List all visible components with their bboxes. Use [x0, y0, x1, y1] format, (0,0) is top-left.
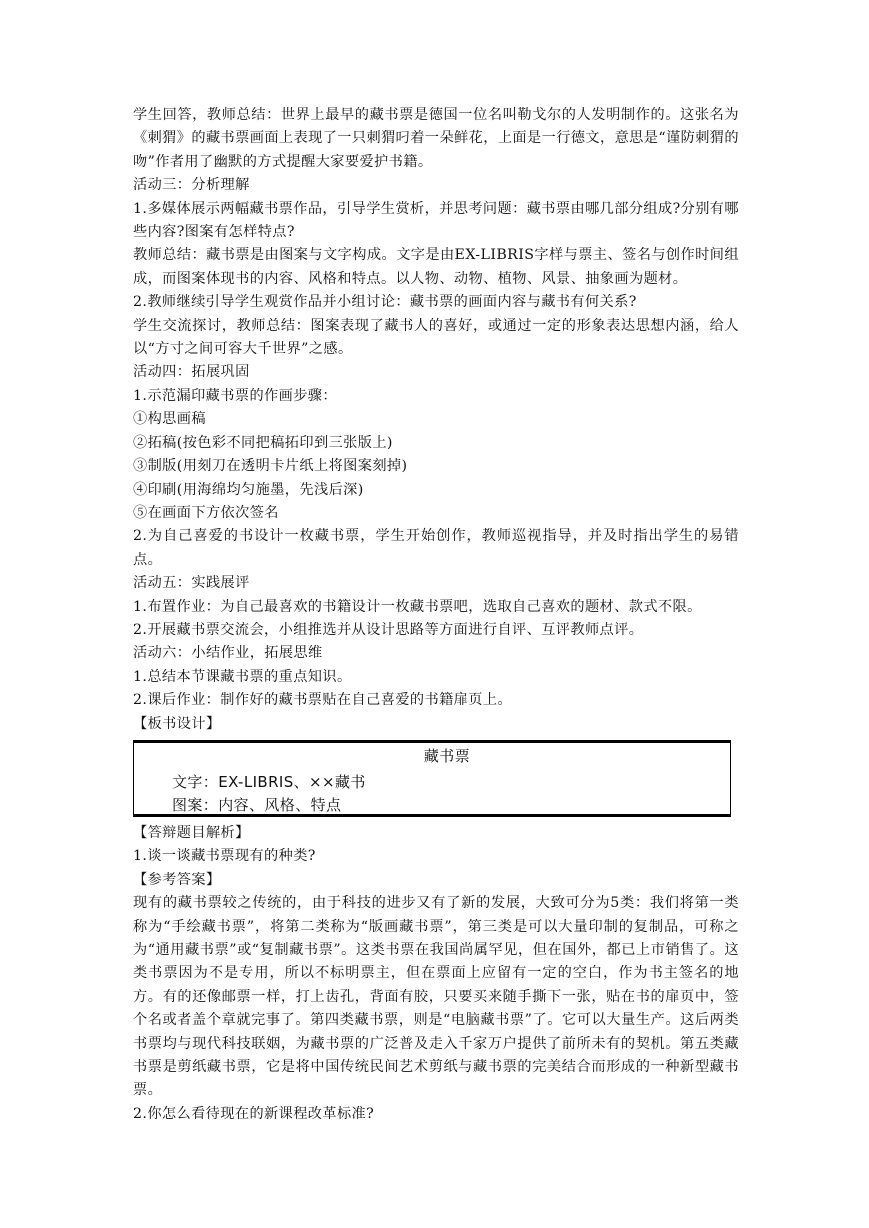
section-heading: 活动五：实践展评	[133, 575, 250, 592]
question: 2.你怎么看待现在的新课程改革标准?	[133, 1105, 375, 1122]
paragraph: 学生回答，教师总结：世界上最早的藏书票是德国一位名叫勒戈尔的人发明制作的。这张名为《刺猬》的藏书票画面上表现了一只刺猬叼着一朵鲜花，上面是一行德文，意思是“谨防刺猬的吻”作者用了幽默的方式提醒大家要爱护书籍。	[133, 107, 739, 170]
lesson-body	[133, 104, 739, 736]
paragraph: 学生交流探讨，教师总结：图案表现了藏书人的喜好，或通过一定的形象表达思想内涵，给人以“方寸之间可容大千世界”之感。	[133, 317, 739, 358]
paragraph: 2.教师继续引导学生观赏作品并小组讨论：藏书票的画面内容与藏书有何关系?	[133, 294, 637, 311]
defense-section	[133, 822, 739, 1126]
paragraph: 教师总结：藏书票是由图案与文字构成。文字是由EX-LIBRIS字样与票主、签名与创作时间组成，而图案体现书的内容、风格和特点。以人物、动物、植物、风景、抽象画为题材。	[133, 247, 739, 287]
section-heading: 【答辩题目解析】	[133, 824, 250, 841]
step-item: ②拓稿(按色彩不同把稿拓印到三张版上)	[133, 434, 393, 451]
question: 1.谈一谈藏书票现有的种类?	[133, 848, 316, 865]
paragraph: 1.布置作业：为自己最喜欢的书籍设计一枚藏书票吧，选取自己喜欢的题材、款式不限。	[133, 598, 702, 615]
paragraph: 1.多媒体展示两幅藏书票作品，引导学生赏析，并思考问题：藏书票由哪几部分组成?分别有哪些内容?图案有怎样特点?	[133, 200, 739, 241]
board-line-pattern: 图案：内容、风格、特点	[172, 795, 342, 814]
section-heading: 活动三：分析理解	[133, 177, 250, 194]
paragraph: 2.开展藏书票交流会，小组推选并从设计思路等方面进行自评、互评教师点评。	[133, 621, 644, 638]
section-heading: 【参考答案】	[133, 871, 221, 888]
step-item: ⑤在画面下方依次签名	[133, 504, 279, 521]
step-item: ④印刷(用海绵均匀施墨，先浅后深)	[133, 481, 364, 498]
section-heading: 活动六：小结作业，拓展思维	[133, 645, 323, 662]
paragraph: 1.总结本节课藏书票的重点知识。	[133, 668, 352, 685]
step-item: ①构思画稿	[133, 411, 206, 428]
paragraph: 2.为自己喜爱的书设计一枚藏书票，学生开始创作，教师巡视指导，并及时指出学生的易错点。	[133, 528, 739, 568]
board-title: 藏书票	[423, 746, 471, 765]
paragraph: 1.示范漏印藏书票的作画步骤：	[133, 387, 337, 404]
section-heading: 【板书设计】	[133, 715, 221, 732]
document-page	[133, 104, 739, 1126]
step-item: ③制版(用刻刀在透明卡片纸上将图案刻掉)	[133, 458, 408, 475]
board-design-box	[133, 740, 731, 817]
paragraph: 2.课后作业：制作好的藏书票贴在自己喜爱的书籍扉页上。	[133, 692, 513, 709]
board-line-text: 文字：EX-LIBRIS、××藏书	[172, 772, 366, 791]
answer-paragraph: 现有的藏书票较之传统的，由于科技的进步又有了新的发展，大致可分为5类：我们将第一类称为“手绘藏书票”，将第二类称为“版画藏书票”，第三类是可以大量印制的复制品，可称之为“通用藏书票”或“复制藏书票”。这类书票在我国尚属罕见，但在国外，都已上市销售了。这类书票因为不是专用，所以不标明票主，但在票面上应留有一定的空白，作为书主签名的地方。有的还像邮票一样，打上齿孔，背面有胶，只要买来随手撕下一张，贴在书的扉页中，签个名或者盖个章就完事了。第四类藏书票，则是“电脑藏书票”了。它可以大量生产。这后两类书票均与现代科技联姻，为藏书票的广泛普及走入千家万户提供了前所未有的契机。第五类藏书票是剪纸藏书票，它是将中国传统民间艺术剪纸与藏书票的完美结合而形成的一种新型藏书票。	[133, 895, 739, 1099]
section-heading: 活动四：拓展巩固	[133, 364, 250, 381]
